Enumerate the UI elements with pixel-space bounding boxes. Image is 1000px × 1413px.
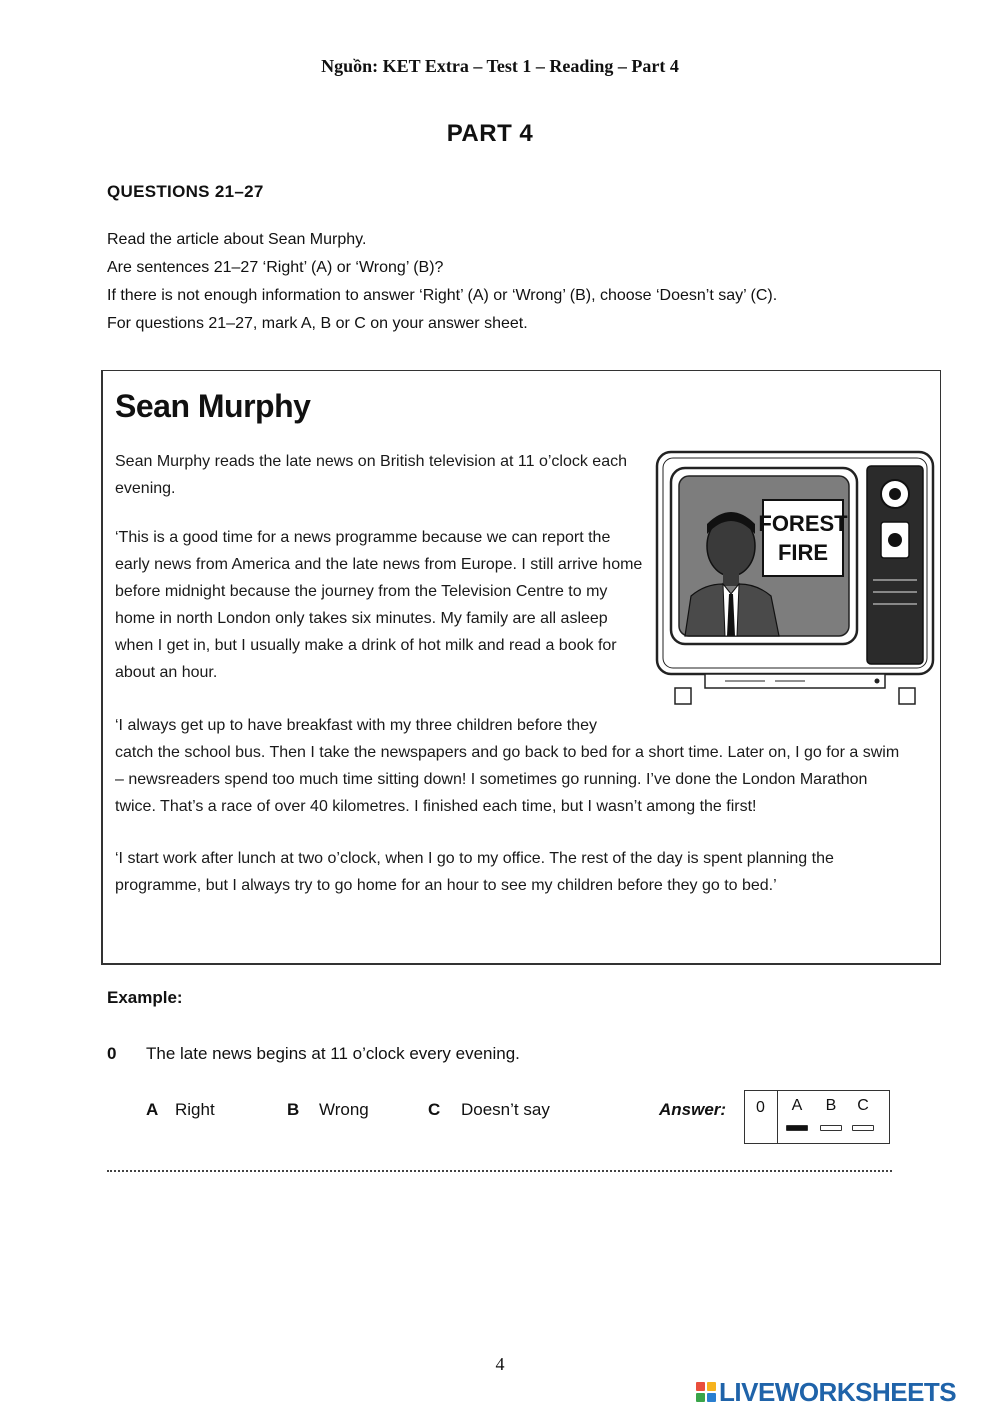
- questions-heading: QUESTIONS 21–27: [107, 182, 264, 201]
- answer-mark-b: [820, 1125, 842, 1131]
- option-letter-c: C: [428, 1100, 441, 1119]
- example-number: 0: [107, 1044, 117, 1063]
- instruction-line: For questions 21–27, mark A, B or C on your answer sheet.: [107, 315, 528, 332]
- tv-caption-line: FIRE: [777, 540, 829, 565]
- logo-square: [696, 1382, 705, 1391]
- answer-column-a: A: [791, 1097, 803, 1114]
- article-paragraph: ‘I always get up to have breakfast with my three children before they: [115, 717, 598, 734]
- logo-square: [696, 1393, 705, 1402]
- article-paragraph: catch the school bus. Then I take the newspapers and go back to bed for a short time. Later on, I go for a swim – newsreaders spend too much time sitting down! I sometimes go running. I’ve done the London Marathon twice. That’s a race of over 40 kilometres. I finished each time, but I wasn’t among the first!: [115, 744, 900, 815]
- example-question: The late news begins at 11 o’clock every evening.: [146, 1044, 520, 1063]
- option-text-c: Doesn’t say: [461, 1100, 550, 1119]
- option-text-a: Right: [175, 1100, 215, 1119]
- dotted-separator: [107, 1170, 892, 1172]
- answer-question-number: 0: [756, 1099, 765, 1116]
- article-paragraph: Sean Murphy reads the late news on British television at 11 o’clock each evening.: [115, 453, 627, 497]
- instructions: [107, 226, 907, 338]
- part-title: PART 4: [446, 120, 534, 147]
- example-label: Example:: [107, 988, 183, 1007]
- article-paragraph: ‘This is a good time for a news programme because we can report the early news from America and the late news from Europe. I still arrive home before midnight because the journey from the Television Centre to my home in north London only takes six minutes. My family are all asleep when I get in, but I usually make a drink of hot milk and read a book for about an hour.: [115, 529, 643, 681]
- answer-box-divider: [777, 1091, 778, 1143]
- instruction-line: If there is not enough information to answer ‘Right’ (A) or ‘Wrong’ (B), choose ‘Doesn’t say’ (C).: [107, 287, 778, 304]
- tv-caption-line: FOREST: [758, 511, 848, 536]
- logo-squares-icon: [696, 1382, 716, 1402]
- liveworksheets-logo: [696, 1378, 956, 1406]
- answer-label: Answer:: [659, 1100, 727, 1119]
- article-paragraph: ‘I start work after lunch at two o’clock, when I go to my office. The rest of the day is spent planning the programme, but I always try to go home for an hour to see my children before they go to bed.’: [115, 850, 834, 894]
- source-line: Nguồn: KET Extra – Test 1 – Reading – Part 4: [321, 56, 679, 76]
- answer-mark-a: [786, 1125, 808, 1131]
- option-letter-b: B: [287, 1100, 300, 1119]
- answer-mark-c: [852, 1125, 874, 1131]
- answer-box: [744, 1090, 890, 1144]
- instruction-line: Read the article about Sean Murphy.: [107, 231, 367, 248]
- page-number: 4: [495, 1354, 505, 1374]
- article-title: Sean Murphy: [115, 388, 311, 424]
- logo-square: [707, 1382, 716, 1391]
- tv-illustration: [655, 450, 935, 710]
- option-letter-a: A: [146, 1100, 159, 1119]
- option-text-b: Wrong: [319, 1100, 369, 1119]
- logo-square: [707, 1393, 716, 1402]
- answer-column-b: B: [825, 1097, 837, 1114]
- answer-column-c: C: [857, 1097, 869, 1114]
- logo-text: LIVEWORKSHEETS: [719, 1376, 957, 1407]
- instruction-line: Are sentences 21–27 ‘Right’ (A) or ‘Wrong’ (B)?: [107, 259, 444, 276]
